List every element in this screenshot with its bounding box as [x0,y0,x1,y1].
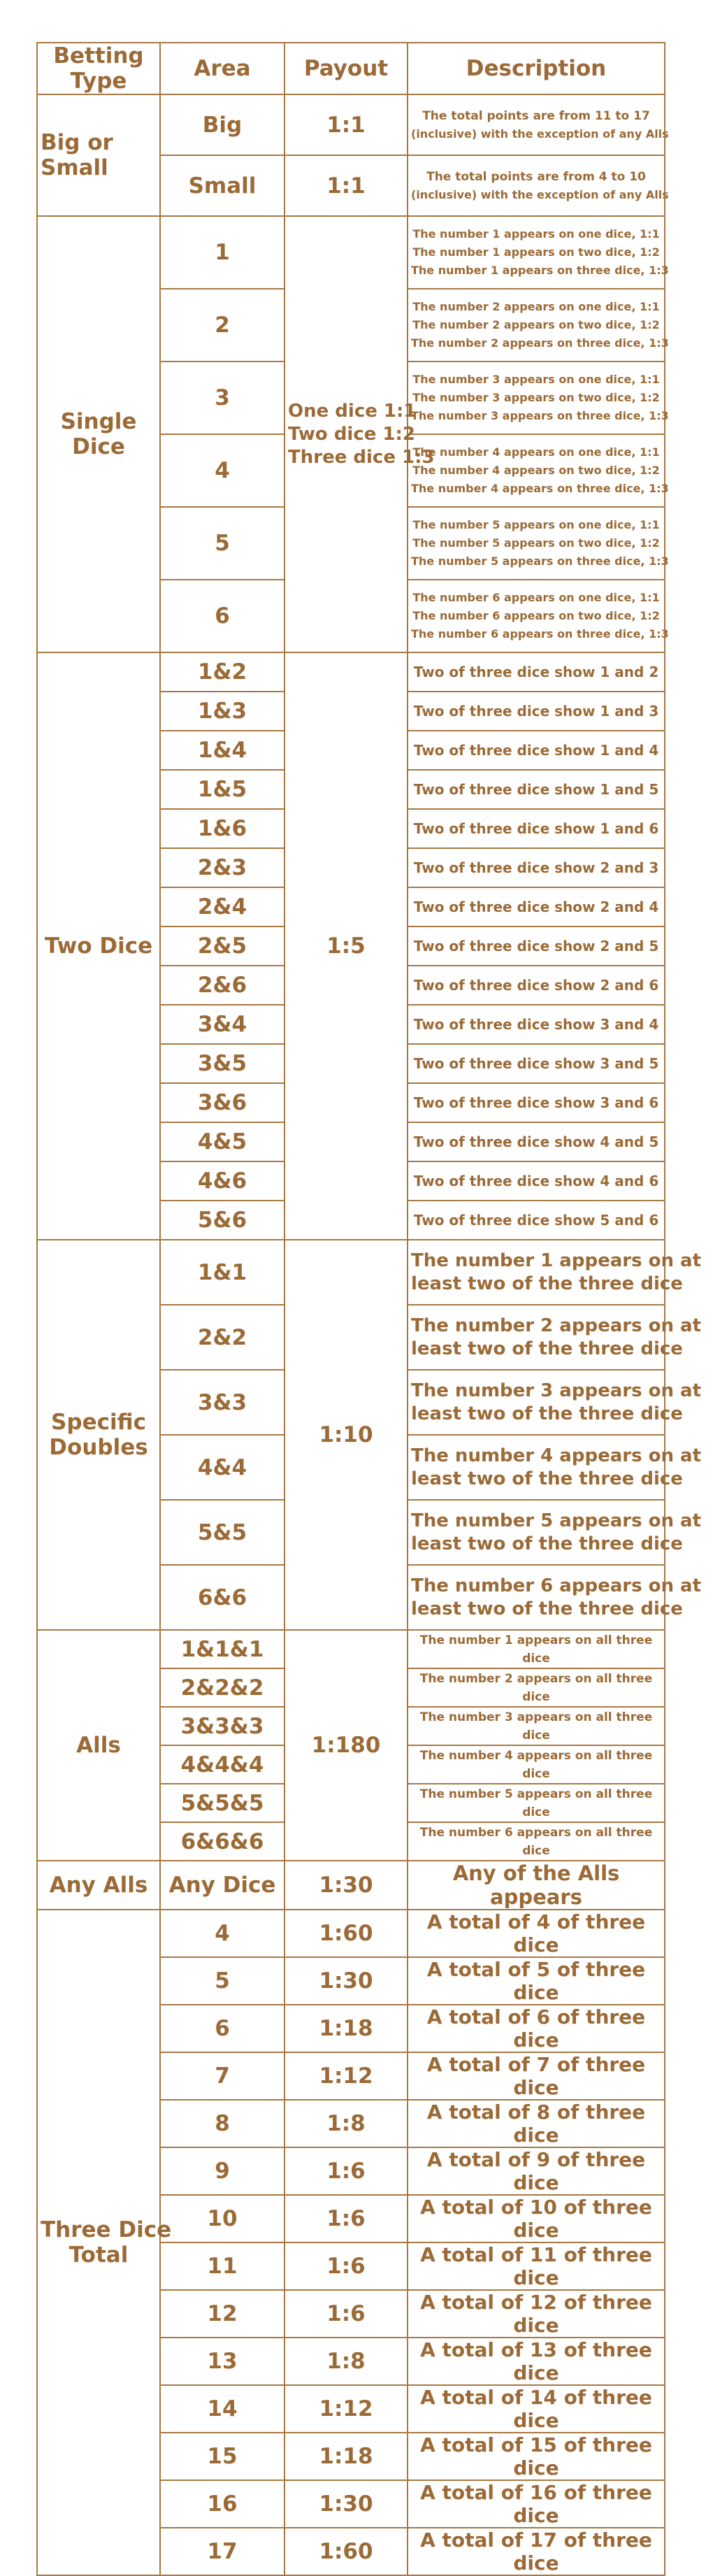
table-row [37,652,665,692]
payout-cell: 1:6 [285,2195,408,2242]
payout-line: One dice 1:1 [288,400,417,422]
table-row [37,94,665,155]
desc-line: The number 2 appears on three dice, 1:3 [411,336,669,350]
desc-line: least two of the three dice [411,1403,683,1424]
desc-line: The number 3 appears on three dice, 1:3 [411,409,669,422]
area-cell: 11 [160,2242,285,2290]
area-cell: 8 [160,2100,285,2147]
description-cell: A total of 10 of three dice [408,2195,665,2242]
area-cell: 4&4&4 [160,1745,285,1784]
area-cell: 2&2&2 [160,1668,285,1707]
area-cell: 4 [160,1910,285,1957]
table-row [37,1240,665,1305]
desc-line: The number 1 appears on three dice, 1:3 [411,264,669,277]
description-cell: A total of 9 of three dice [408,2147,665,2195]
description-cell: The number 4 appears on all three dice [408,1745,665,1784]
type-specific-doubles [37,1240,160,1630]
area-cell: 6&6 [160,1565,285,1630]
description-cell: A total of 17 of three dice [408,2528,665,2575]
area-cell: 4&6 [160,1161,285,1201]
area-cell: 6 [160,2005,285,2052]
area-cell: 1 [160,216,285,289]
desc-line: The number 2 appears on at [411,1315,701,1336]
description-cell: Two of three dice show 3 and 6 [408,1083,665,1122]
description-cell: A total of 5 of three dice [408,1957,665,2005]
header-betting-type: Betting Type [37,43,160,94]
payout-alls: 1:180 [285,1630,408,1861]
desc-line: The number 6 appears on three dice, 1:3 [411,627,669,641]
description-cell [408,1305,701,1370]
desc-line: The number 5 appears on two dice, 1:2 [412,536,660,550]
description-cell: Two of three dice show 5 and 6 [408,1201,665,1240]
header-area: Area [160,43,285,94]
description-cell: The number 6 appears on all three dice [408,1822,665,1861]
area-cell: 1&2 [160,652,285,692]
description-cell: A total of 7 of three dice [408,2052,665,2100]
area-cell: 7 [160,2052,285,2100]
payout-line: Three dice 1:3 [288,446,435,468]
desc-line: least two of the three dice [411,1468,683,1489]
payout-cell: 1:8 [285,2338,408,2385]
description-cell [408,94,669,155]
desc-line: The number 1 appears on at [411,1250,701,1271]
payout-two-dice: 1:5 [285,652,408,1240]
description-cell: A total of 11 of three dice [408,2242,665,2290]
desc-line: The number 3 appears on at [411,1380,701,1401]
description-cell: A total of 6 of three dice [408,2005,665,2052]
area-cell: 10 [160,2195,285,2242]
description-cell [408,580,669,652]
area-cell: 2&2 [160,1305,285,1370]
header-description: Description [408,43,665,94]
desc-line: The number 3 appears on two dice, 1:2 [412,391,660,404]
description-cell: The number 1 appears on all three dice [408,1630,665,1668]
payout-cell: 1:18 [285,2433,408,2480]
area-cell: 3&5 [160,1044,285,1083]
payout-specific-doubles: 1:10 [285,1240,408,1630]
area-cell: 5 [160,1957,285,2005]
payout-cell: 1:6 [285,2147,408,2195]
payout-cell: 1:1 [285,155,408,216]
type-any-alls: Any Alls [37,1861,160,1910]
description-cell [408,1565,701,1630]
table-row [37,1630,665,1668]
description-cell: Two of three dice show 3 and 4 [408,1005,665,1044]
description-cell: Two of three dice show 1 and 5 [408,770,665,809]
description-cell: A total of 8 of three dice [408,2100,665,2147]
description-cell: Two of three dice show 2 and 4 [408,887,665,926]
area-cell: 16 [160,2480,285,2528]
description-cell: Two of three dice show 1 and 4 [408,731,665,770]
area-cell: 2&4 [160,887,285,926]
desc-line: least two of the three dice [411,1533,683,1554]
area-cell: 15 [160,2433,285,2480]
area-cell: 3&6 [160,1083,285,1122]
type-two-dice: Two Dice [37,652,160,1240]
description-cell: The number 5 appears on all three dice [408,1784,665,1822]
area-cell: 3&3&3 [160,1707,285,1745]
description-cell [408,434,669,507]
payout-cell: 1:30 [285,1957,408,2005]
description-cell: Any of the Alls appears [408,1861,665,1910]
desc-line: The total points are from 11 to 17 [422,108,650,123]
description-cell [408,1435,701,1500]
table-row [37,216,665,289]
area-cell: 17 [160,2528,285,2575]
description-cell [408,1500,701,1565]
area-cell: 4 [160,434,285,507]
description-cell: Two of three dice show 1 and 6 [408,809,665,848]
desc-line: The number 2 appears on two dice, 1:2 [412,318,660,331]
payout-cell: 1:30 [285,2480,408,2528]
payout-single-dice [285,216,435,652]
area-cell: 2&6 [160,966,285,1005]
area-cell: 6&6&6 [160,1822,285,1861]
area-cell: 5 [160,507,285,580]
payout-cell: 1:60 [285,1910,408,1957]
description-cell [408,1370,701,1435]
desc-line: The number 5 appears on three dice, 1:3 [411,554,669,568]
payout-cell: 1:18 [285,2005,408,2052]
area-cell: 2 [160,289,285,362]
description-cell [408,1240,701,1305]
area-cell: 1&5 [160,770,285,809]
area-cell: 3&3 [160,1370,285,1435]
description-cell [408,155,669,216]
desc-line: The total points are from 4 to 10 [426,169,646,184]
area-cell: 1&4 [160,731,285,770]
description-cell: Two of three dice show 2 and 6 [408,966,665,1005]
area-cell: Any Dice [160,1861,285,1910]
area-cell: 4&5 [160,1122,285,1161]
desc-line: The number 6 appears on at [411,1575,701,1596]
header-payout: Payout [285,43,408,94]
area-cell: Small [160,155,285,216]
area-cell: 5&6 [160,1201,285,1240]
desc-line: (inclusive) with the exception of any Alls [411,187,669,201]
area-cell: 1&1&1 [160,1630,285,1668]
area-cell: 14 [160,2385,285,2433]
description-cell: Two of three dice show 2 and 3 [408,848,665,887]
table-row [37,1861,665,1910]
type-single-dice: Single Dice [37,216,160,652]
description-cell [408,507,669,580]
area-cell: 2&5 [160,926,285,966]
desc-line: least two of the three dice [411,1338,683,1359]
payout-cell: 1:60 [285,2528,408,2575]
type-line: Three Dice [41,2217,172,2242]
area-cell: 5&5&5 [160,1784,285,1822]
payout-cell: 1:12 [285,2052,408,2100]
desc-line: least two of the three dice [411,1598,683,1619]
payout-cell: 1:12 [285,2385,408,2433]
area-cell: 5&5 [160,1500,285,1565]
desc-line: The number 6 appears on two dice, 1:2 [412,609,660,622]
desc-line: The number 1 appears on two dice, 1:2 [412,245,660,259]
payout-cell: 1:6 [285,2242,408,2290]
area-cell: 1&6 [160,809,285,848]
description-cell: Two of three dice show 3 and 5 [408,1044,665,1083]
description-cell: Two of three dice show 1 and 3 [408,692,665,731]
description-cell: A total of 4 of three dice [408,1910,665,1957]
desc-line: The number 4 appears on one dice, 1:1 [412,445,660,459]
payout-cell: 1:6 [285,2290,408,2338]
area-cell: 3 [160,362,285,434]
description-cell: A total of 16 of three dice [408,2480,665,2528]
sicbo-payout-table [36,42,701,2576]
desc-line: (inclusive) with the exception of any Alls [411,127,669,141]
area-cell: 2&3 [160,848,285,887]
description-cell: A total of 15 of three dice [408,2433,665,2480]
description-cell: A total of 14 of three dice [408,2385,665,2433]
type-line: Specific [51,1410,146,1435]
payout-line: Two dice 1:2 [288,423,416,445]
type-line: Doubles [49,1435,148,1460]
description-cell: Two of three dice show 2 and 5 [408,926,665,966]
area-cell: 6 [160,580,285,652]
description-cell: Two of three dice show 1 and 2 [408,652,665,692]
desc-line: The number 5 appears on one dice, 1:1 [412,518,660,531]
description-cell: Two of three dice show 4 and 5 [408,1122,665,1161]
area-cell: 13 [160,2338,285,2385]
type-alls: Alls [37,1630,160,1861]
desc-line: The number 3 appears on one dice, 1:1 [412,373,660,386]
area-cell: 1&3 [160,692,285,731]
payout-cell: 1:8 [285,2100,408,2147]
payout-cell: 1:30 [285,1861,408,1910]
description-cell: A total of 13 of three dice [408,2338,665,2385]
desc-line: The number 4 appears on at [411,1445,701,1466]
area-cell: 3&4 [160,1005,285,1044]
desc-line: The number 4 appears on three dice, 1:3 [411,482,669,495]
description-cell [408,362,669,434]
table-row [37,1910,665,1957]
type-line: Total [69,2242,129,2268]
payout-table-container [36,42,701,2576]
description-cell [408,289,669,362]
area-cell: Big [160,94,285,155]
desc-line: The number 5 appears on at [411,1510,701,1531]
desc-line: The number 4 appears on two dice, 1:2 [412,464,660,477]
area-cell: 12 [160,2290,285,2338]
type-three-dice-total [37,1910,172,2575]
area-cell: 1&1 [160,1240,285,1305]
desc-line: least two of the three dice [411,1273,683,1294]
description-cell: Two of three dice show 4 and 6 [408,1161,665,1201]
description-cell: The number 2 appears on all three dice [408,1668,665,1707]
type-big-or-small: Big or Small [37,94,160,216]
area-cell: 4&4 [160,1435,285,1500]
desc-line: The number 2 appears on one dice, 1:1 [412,300,660,313]
desc-line: The number 1 appears on one dice, 1:1 [412,227,660,241]
area-cell: 9 [160,2147,285,2195]
desc-line: The number 6 appears on one dice, 1:1 [412,591,660,604]
description-cell: The number 3 appears on all three dice [408,1707,665,1745]
header-row [37,43,665,94]
description-cell: A total of 12 of three dice [408,2290,665,2338]
payout-cell: 1:1 [285,94,408,155]
description-cell [408,216,669,289]
